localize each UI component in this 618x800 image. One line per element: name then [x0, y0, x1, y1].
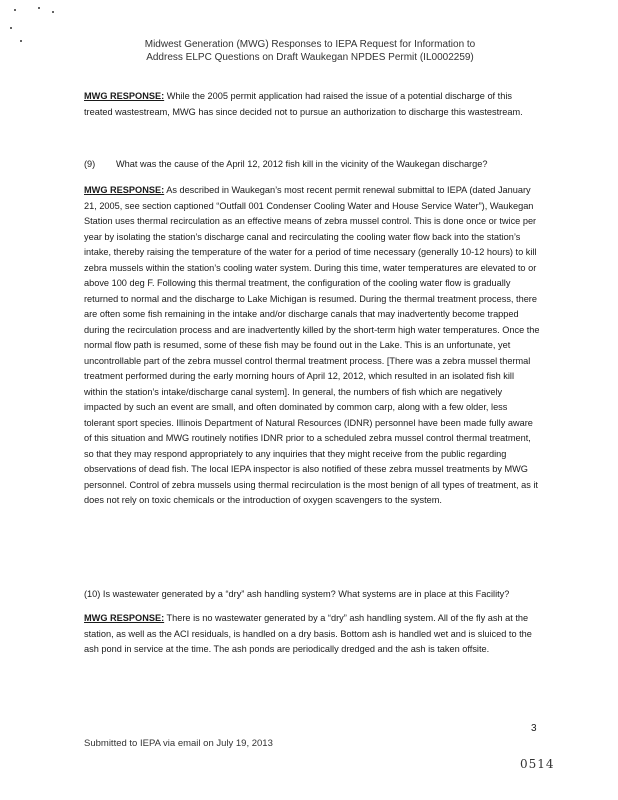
scan-speck [52, 11, 54, 13]
response-label: MWG RESPONSE: [84, 91, 165, 101]
question-text: What was the cause of the April 12, 2012 fish kill in the vicinity of the Waukegan discharge? [116, 159, 488, 169]
header-line-1: Midwest Generation (MWG) Responses to IEPA Request for Information to [144, 39, 476, 50]
question-10 [84, 588, 554, 601]
header-line-2: Address ELPC Questions on Draft Waukegan NPDES Permit (IL0002259) [146, 52, 474, 63]
document-header [100, 38, 520, 64]
scan-speck [10, 27, 12, 29]
question-text: (10) Is wastewater generated by a “dry” ash handling system? What systems are in place at this Facility? [84, 589, 510, 599]
response-text: There is no wastewater generated by a “dry” ash handling system. All of the fly ash at the station, as well as the ACI residuals, is handled on a dry basis. Bottom ash is handled wet and is sluiced to the ash pond in service at the time. The ash ponds are periodically dredged and the ash is taken offsite. [84, 613, 532, 654]
bates-stamp: 0514 [520, 757, 555, 771]
response-label: MWG RESPONSE: [84, 613, 165, 623]
footer-note: Submitted to IEPA via email on July 19, 2013 [84, 738, 273, 749]
scan-speck [14, 9, 16, 11]
page-number: 3 [531, 723, 537, 734]
scan-speck [38, 7, 40, 9]
response-10 [84, 611, 540, 658]
intro-response [84, 89, 540, 120]
scan-speck [20, 40, 22, 42]
response-label: MWG RESPONSE: [84, 185, 165, 195]
question-number: (9) [84, 159, 96, 169]
response-9 [84, 183, 540, 509]
response-text: As described in Waukegan’s most recent permit renewal submittal to IEPA (dated January 21, 2005, see section captioned “Outfall 001 Condenser Cooling Water and House Service Water”), Waukegan Station uses thermal recirculation as an effective means of zebra mussel control. This is done once or twice per year by isolating the station’s discharge canal and recirculating the cooling water flow back into the station’s intake, thereby raising the temperature of the water for a period of time necessary (generally 10-12 hours) to kill zebra mussels within the station’s cooling water system. During this time, water temperatures are elevated to or above 100 deg F. Following this thermal treatment, the configuration of the cooling water flow is gradually returned to normal and the discharge to Lake Michigan is resumed. During the thermal treatment process, there are often some fish remaining in the intake and/or discharge canals that may inadvertently become trapped during the recirculation process and are inadvertently killed by the short-term high water temperatures. Once the normal flow path is resumed, some of these fish may be found out in the Lake. This is an unfortunate, yet uncontrollable part of the zebra mussel control thermal treatment process. [There was a zebra mussel thermal treatment performed during the early morning hours of April 12, 2012, which resulted in an isolated fish kill within the station’s intake/discharge canal system]. In general, the numbers of fish which are negatively impacted by such an event are small, and often dominated by common carp, along with a few older, less tolerant sport species. Illinois Department of Natural Resources (IDNR) personnel have been made fully aware of this situation and MWG routinely notifies IDNR prior to a scheduled zebra mussel control thermal treatment, so that they may respond appropriately to any inquiries that they might receive from the public regarding observations of dead fish. The local IEPA inspector is also notified of these zebra mussel treatments by MWG personnel. Control of zebra mussels using thermal recirculation is the most benign of all types of treatment, as it does not rely on toxic chemicals or the introduction of oxygen scavengers to the system. [84, 185, 540, 505]
response-text: While the 2005 permit application had raised the issue of a potential discharge of this treated wastestream, MWG has since decided not to pursue an authorization to discharge this wastestream. [84, 91, 523, 117]
